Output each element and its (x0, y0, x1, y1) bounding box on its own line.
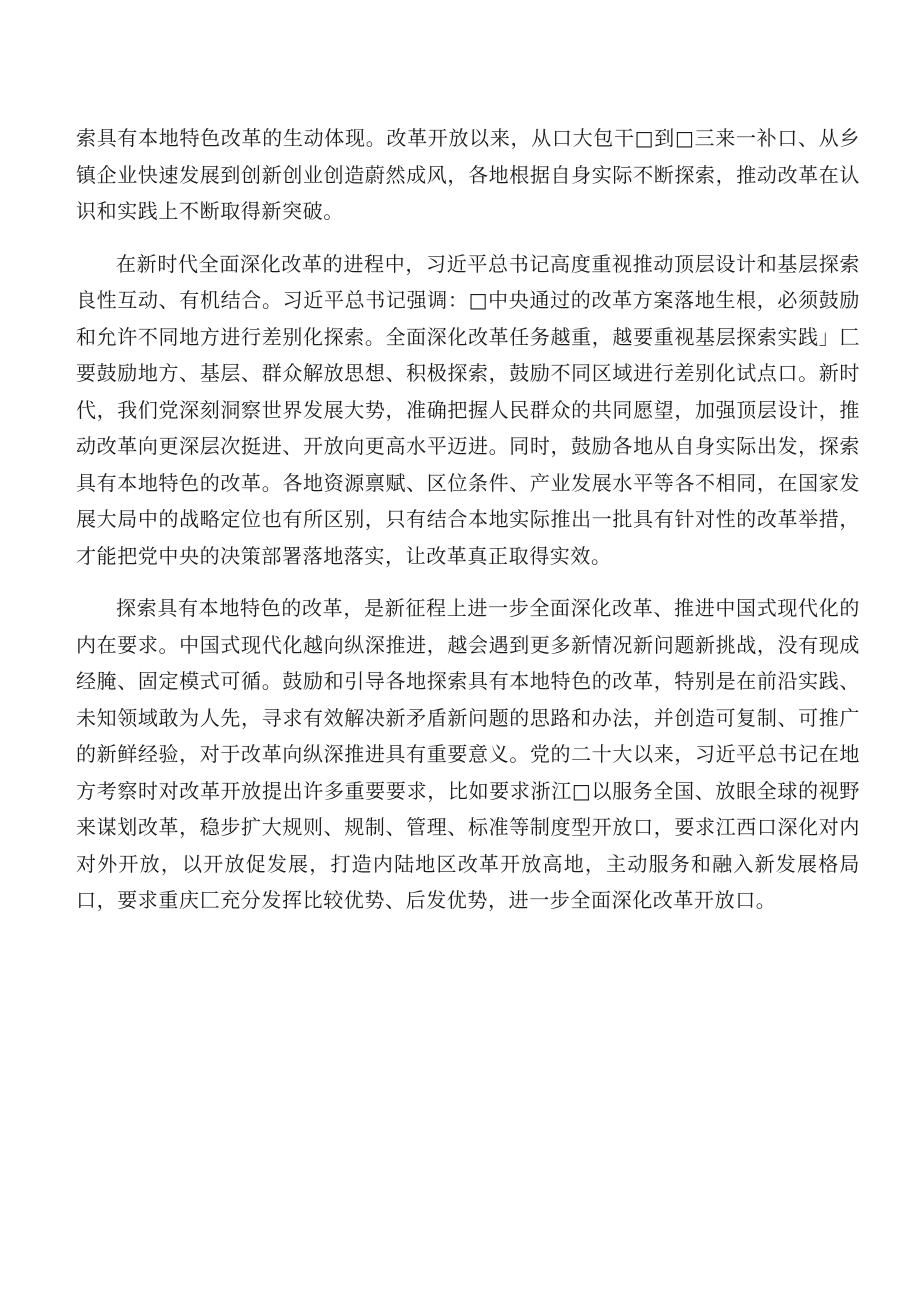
paragraph-1: 索具有本地特色改革的生动体现。改革开放以来，从口大包干□到□三来一补口、从乡镇企业快速发展到创新创业创造蔚然成风，各地根据自身实际不断探索，推动改革在认识和实践上不断取得新突破。 (76, 126, 860, 223)
paragraph-3: 探索具有本地特色的改革，是新征程上进一步全面深化改革、推进中国式现代化的内在要求。中国式现代化越向纵深推进，越会遇到更多新情况新问题新挑战，没有现成经腌、固定模式可循。鼓励和引导各地探索具有本地特色的改革，特别是在前沿实践、未知领域敢为人先，寻求有效解决新矛盾新问题的思路和办法，并创造可复制、可推广的新鲜经验，对于改革向纵深推进具有重要意义。党的二十大以来，习近平总书记在地方考察时对改革开放提出许多重要要求，比如要求浙江□以服务全国、放眼全球的视野来谋划改革，稳步扩大规则、规制、管理、标准等制度型开放口，要求江西口深化对内对外开放，以开放促发展，打造内陆地区改革开放高地，主动服务和融入新发展格局口，要求重庆匚充分发挥比较优势、后发优势，进一步全面深化改革开放口。 (76, 596, 860, 912)
paragraph-2: 在新时代全面深化改革的进程中，习近平总书记高度重视推动顶层设计和基层探索良性互动、有机结合。习近平总书记强调：□中央通过的改革方案落地生根，必须鼓励和允许不同地方进行差别化探索。全面深化改革任务越重，越要重视基层探索实践」匚要鼓励地方、基层、群众解放思想、积极探索，鼓励不同区域进行差别化试点口。新时代，我们党深刻洞察世界发展大势，准确把握人民群众的共同愿望，加强顶层设计，推动改革向更深层次挺进、开放向更高水平迈进。同时，鼓励各地从自身实际出发，探索具有本地特色的改革。各地资源禀赋、区位条件、产业发展水平等各不相同，在国家发展大局中的战略定位也有所区别，只有结合本地实际推出一批具有针对性的改革举措，才能把党中央的决策部署落地落实，让改革真正取得实效。 (76, 251, 860, 568)
